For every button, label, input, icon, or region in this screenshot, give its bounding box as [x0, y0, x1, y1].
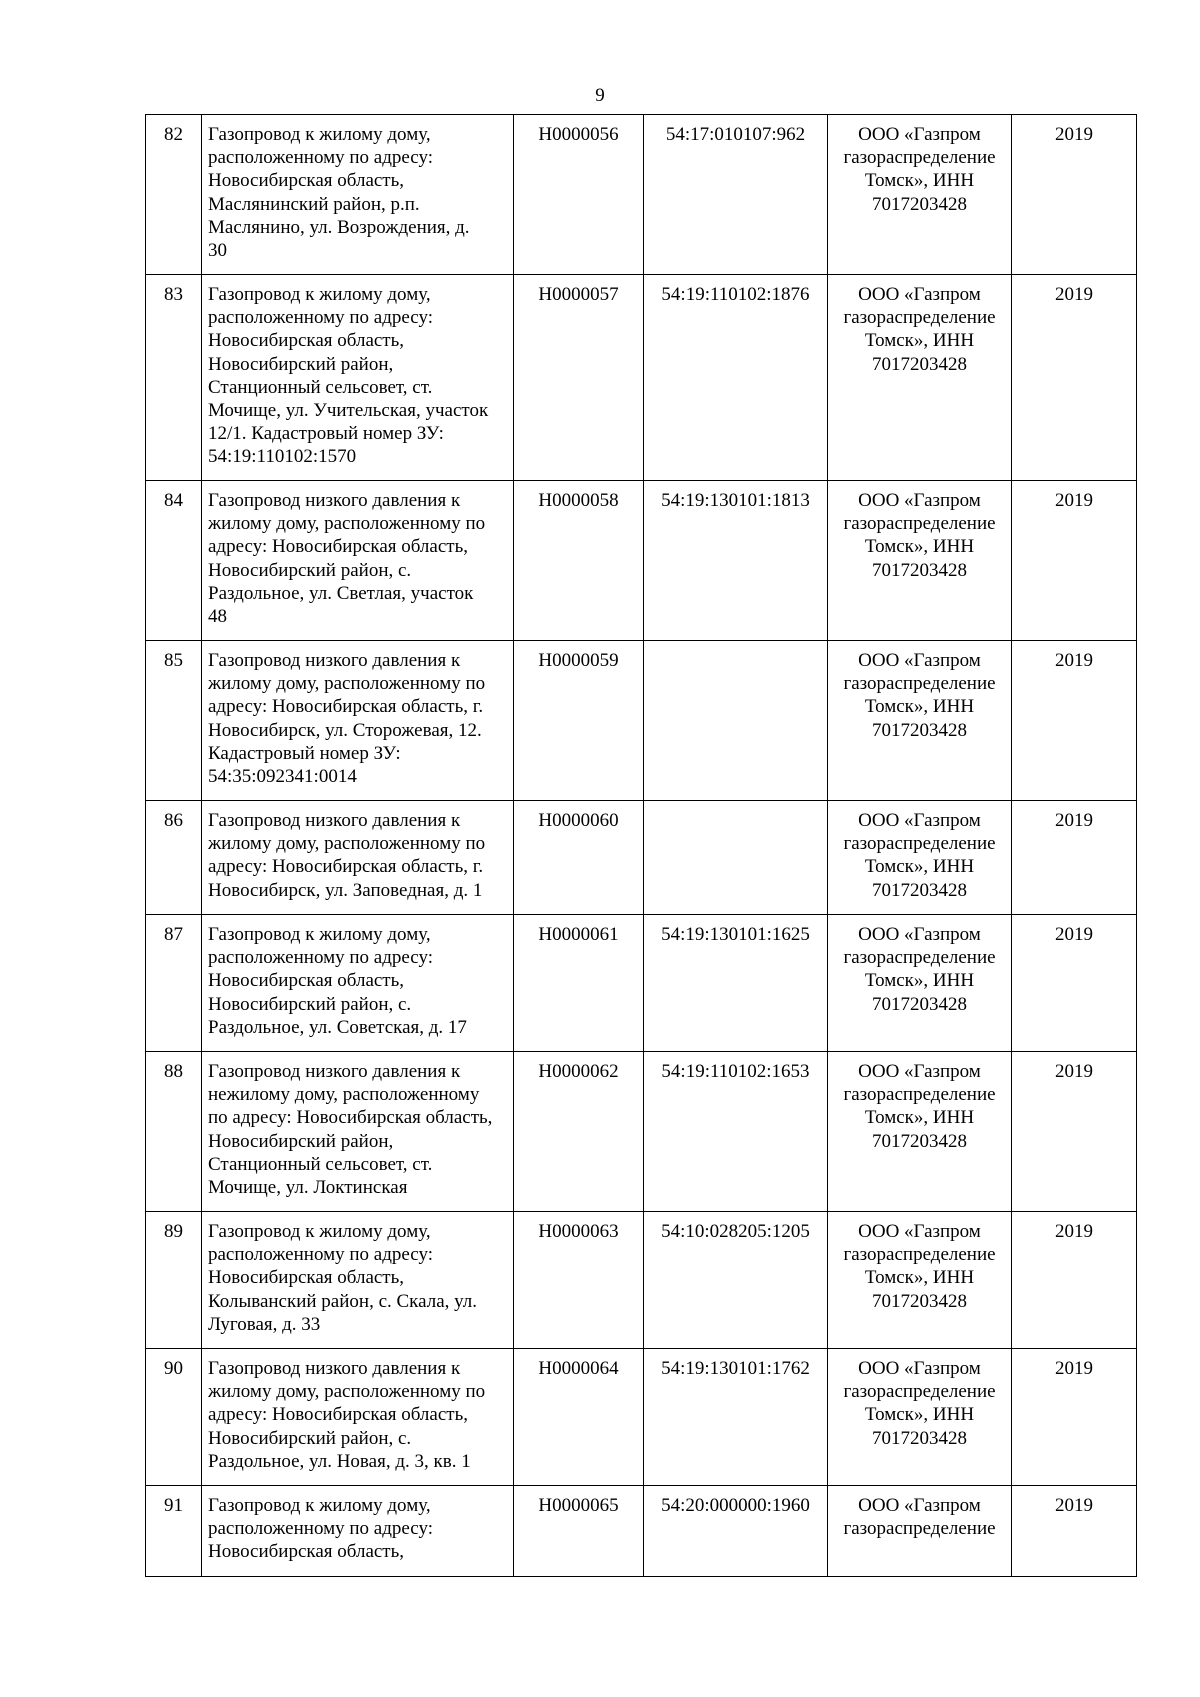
description-line: Газопровод к жилому дому,: [208, 284, 431, 305]
owner-line: 7017203428: [872, 353, 967, 375]
description-line: Мочище, ул. Учительская, участок: [208, 400, 489, 422]
owner-cell: [828, 1349, 1012, 1486]
owner-line: ООО «Газпром: [858, 1061, 981, 1082]
description-line: адресу: Новосибирская область,: [208, 536, 468, 558]
description-cell: [202, 1349, 514, 1486]
description-line: Кадастровый номер ЗУ:: [208, 742, 401, 764]
description-line: Газопровод низкого давления к: [208, 650, 461, 671]
owner-line: ООО «Газпром: [858, 1221, 981, 1242]
description-line: Газопровод низкого давления к: [208, 1358, 461, 1379]
owner-line: ООО «Газпром: [858, 1358, 981, 1379]
row-number-cell: 86: [146, 801, 202, 915]
owner-line: газораспределение: [843, 1244, 996, 1266]
description-line: адресу: Новосибирская область, г.: [208, 856, 484, 878]
owner-cell: [828, 481, 1012, 641]
table-row: [146, 275, 1137, 481]
description-cell: [202, 641, 514, 801]
owner-cell: [828, 1052, 1012, 1212]
owner-line: газораспределение: [843, 307, 996, 329]
description-line: 48: [208, 606, 227, 628]
description-line: Новосибирский район,: [208, 1130, 394, 1152]
description-line: расположенному по адресу:: [208, 1518, 433, 1540]
description-line: расположенному по адресу:: [208, 307, 433, 329]
owner-line: 7017203428: [872, 1130, 967, 1152]
owner-line: 7017203428: [872, 559, 967, 581]
description-line: по адресу: Новосибирская область,: [208, 1107, 493, 1129]
description-line: адресу: Новосибирская область, г.: [208, 696, 484, 718]
year-cell: 2019: [1012, 1052, 1137, 1212]
row-number-cell: 91: [146, 1486, 202, 1577]
description-line: Новосибирский район, с.: [208, 993, 412, 1015]
cadastral-number-cell: 54:19:110102:1653: [644, 1052, 828, 1212]
owner-line: газораспределение: [843, 673, 996, 695]
owner-cell: [828, 1212, 1012, 1349]
owner-line: газораспределение: [843, 1084, 996, 1106]
description-line: Новосибирская область,: [208, 1541, 405, 1563]
table-body: [146, 115, 1137, 1577]
page-number: 9: [595, 85, 605, 106]
inventory-number-cell: Н0000061: [514, 915, 644, 1052]
inventory-number-cell: Н0000060: [514, 801, 644, 915]
owner-line: Томск», ИНН: [864, 1404, 975, 1426]
table-row: [146, 1486, 1137, 1577]
cadastral-number-cell: 54:10:028205:1205: [644, 1212, 828, 1349]
owner-cell: [828, 1486, 1012, 1577]
description-line: Новосибирская область,: [208, 970, 405, 992]
cadastral-number-cell: [644, 801, 828, 915]
year-cell: 2019: [1012, 1212, 1137, 1349]
description-line: 54:35:092341:0014: [208, 766, 357, 788]
owner-line: 7017203428: [872, 719, 967, 741]
cadastral-number-cell: [644, 641, 828, 801]
year-cell: 2019: [1012, 115, 1137, 275]
owner-line: газораспределение: [843, 147, 996, 169]
row-number-cell: 90: [146, 1349, 202, 1486]
description-line: Газопровод низкого давления к: [208, 1061, 461, 1082]
owner-line: ООО «Газпром: [858, 924, 981, 945]
description-line: Новосибирский район, с.: [208, 1427, 412, 1449]
table-row: [146, 641, 1137, 801]
description-line: нежилому дому, расположенному: [208, 1084, 480, 1106]
owner-line: ООО «Газпром: [858, 810, 981, 831]
inventory-number-cell: Н0000063: [514, 1212, 644, 1349]
description-line: Новосибирский район, с.: [208, 559, 412, 581]
owner-line: Томск», ИНН: [864, 970, 975, 992]
row-number-cell: 89: [146, 1212, 202, 1349]
table-row: [146, 801, 1137, 915]
table-row: [146, 115, 1137, 275]
table-row: [146, 1212, 1137, 1349]
year-cell: 2019: [1012, 915, 1137, 1052]
description-line: 54:19:110102:1570: [208, 446, 357, 468]
description-line: Луговая, д. 33: [208, 1313, 321, 1335]
description-line: Газопровод к жилому дому,: [208, 924, 431, 945]
description-line: Маслянино, ул. Возрождения, д.: [208, 216, 470, 238]
cadastral-number-cell: 54:19:110102:1876: [644, 275, 828, 481]
description-line: расположенному по адресу:: [208, 1244, 433, 1266]
description-cell: [202, 115, 514, 275]
description-line: Маслянинский район, р.п.: [208, 193, 420, 215]
inventory-number-cell: Н0000056: [514, 115, 644, 275]
owner-cell: [828, 641, 1012, 801]
owner-line: газораспределение: [843, 1381, 996, 1403]
description-line: расположенному по адресу:: [208, 147, 433, 169]
description-line: Мочище, ул. Локтинская: [208, 1177, 408, 1199]
description-line: Новосибирская область,: [208, 330, 405, 352]
description-line: Газопровод низкого давления к: [208, 810, 461, 831]
description-line: Газопровод низкого давления к: [208, 490, 461, 511]
description-line: Новосибирский район,: [208, 353, 394, 375]
inventory-number-cell: Н0000058: [514, 481, 644, 641]
owner-line: ООО «Газпром: [858, 490, 981, 511]
cadastral-number-cell: 54:20:000000:1960: [644, 1486, 828, 1577]
owner-line: Томск», ИНН: [864, 536, 975, 558]
owner-line: Томск», ИНН: [864, 696, 975, 718]
owner-line: Томск», ИНН: [864, 1107, 975, 1129]
owner-cell: [828, 801, 1012, 915]
owner-line: 7017203428: [872, 193, 967, 215]
row-number-cell: 87: [146, 915, 202, 1052]
row-number-cell: 83: [146, 275, 202, 481]
year-cell: 2019: [1012, 1486, 1137, 1577]
description-line: жилому дому, расположенному по: [208, 833, 486, 855]
table-row: [146, 915, 1137, 1052]
description-line: Новосибирская область,: [208, 170, 405, 192]
year-cell: 2019: [1012, 275, 1137, 481]
description-cell: [202, 801, 514, 915]
owner-line: Томск», ИНН: [864, 170, 975, 192]
row-number-cell: 84: [146, 481, 202, 641]
table-row: [146, 1349, 1137, 1486]
description-line: Газопровод к жилому дому,: [208, 124, 431, 145]
description-line: Раздольное, ул. Светлая, участок: [208, 582, 474, 604]
row-number-cell: 88: [146, 1052, 202, 1212]
year-cell: 2019: [1012, 481, 1137, 641]
cadastral-number-cell: 54:19:130101:1762: [644, 1349, 828, 1486]
owner-line: газораспределение: [843, 833, 996, 855]
description-line: 30: [208, 240, 227, 262]
description-cell: [202, 915, 514, 1052]
owner-line: Томск», ИНН: [864, 330, 975, 352]
owner-line: ООО «Газпром: [858, 650, 981, 671]
year-cell: 2019: [1012, 641, 1137, 801]
description-cell: [202, 1486, 514, 1577]
inventory-number-cell: Н0000065: [514, 1486, 644, 1577]
inventory-number-cell: Н0000064: [514, 1349, 644, 1486]
cadastral-number-cell: 54:17:010107:962: [644, 115, 828, 275]
description-cell: [202, 481, 514, 641]
description-line: Новосибирск, ул. Сторожевая, 12.: [208, 719, 482, 741]
description-line: расположенному по адресу:: [208, 947, 433, 969]
description-line: Станционный сельсовет, ст.: [208, 376, 433, 398]
description-line: адресу: Новосибирская область,: [208, 1404, 468, 1426]
inventory-number-cell: Н0000059: [514, 641, 644, 801]
description-line: 12/1. Кадастровый номер ЗУ:: [208, 423, 444, 445]
owner-cell: [828, 115, 1012, 275]
owner-cell: [828, 275, 1012, 481]
inventory-number-cell: Н0000062: [514, 1052, 644, 1212]
description-line: жилому дому, расположенному по: [208, 513, 486, 535]
description-cell: [202, 1052, 514, 1212]
description-line: Новосибирск, ул. Заповедная, д. 1: [208, 879, 483, 901]
owner-line: 7017203428: [872, 1290, 967, 1312]
owner-line: ООО «Газпром: [858, 284, 981, 305]
cadastral-number-cell: 54:19:130101:1813: [644, 481, 828, 641]
owner-line: газораспределение: [843, 513, 996, 535]
description-line: Колыванский район, с. Скала, ул.: [208, 1290, 478, 1312]
description-cell: [202, 1212, 514, 1349]
table-row: [146, 1052, 1137, 1212]
owner-line: 7017203428: [872, 1427, 967, 1449]
description-line: Раздольное, ул. Новая, д. 3, кв. 1: [208, 1450, 471, 1472]
owner-line: 7017203428: [872, 993, 967, 1015]
owner-line: газораспределение: [843, 1518, 996, 1540]
description-line: жилому дому, расположенному по: [208, 1381, 486, 1403]
description-line: Станционный сельсовет, ст.: [208, 1153, 433, 1175]
year-cell: 2019: [1012, 1349, 1137, 1486]
description-line: Раздольное, ул. Советская, д. 17: [208, 1016, 467, 1038]
description-line: Газопровод к жилому дому,: [208, 1221, 431, 1242]
cadastral-number-cell: 54:19:130101:1625: [644, 915, 828, 1052]
gas-pipeline-registry-table: [145, 114, 1137, 1577]
description-line: Новосибирская область,: [208, 1267, 405, 1289]
row-number-cell: 82: [146, 115, 202, 275]
inventory-number-cell: Н0000057: [514, 275, 644, 481]
owner-line: ООО «Газпром: [858, 1495, 981, 1516]
owner-line: газораспределение: [843, 947, 996, 969]
owner-line: Томск», ИНН: [864, 1267, 975, 1289]
description-line: Газопровод к жилому дому,: [208, 1495, 431, 1516]
description-cell: [202, 275, 514, 481]
owner-line: 7017203428: [872, 879, 967, 901]
description-line: жилому дому, расположенному по: [208, 673, 486, 695]
owner-line: Томск», ИНН: [864, 856, 975, 878]
row-number-cell: 85: [146, 641, 202, 801]
table-row: [146, 481, 1137, 641]
owner-cell: [828, 915, 1012, 1052]
year-cell: 2019: [1012, 801, 1137, 915]
owner-line: ООО «Газпром: [858, 124, 981, 145]
